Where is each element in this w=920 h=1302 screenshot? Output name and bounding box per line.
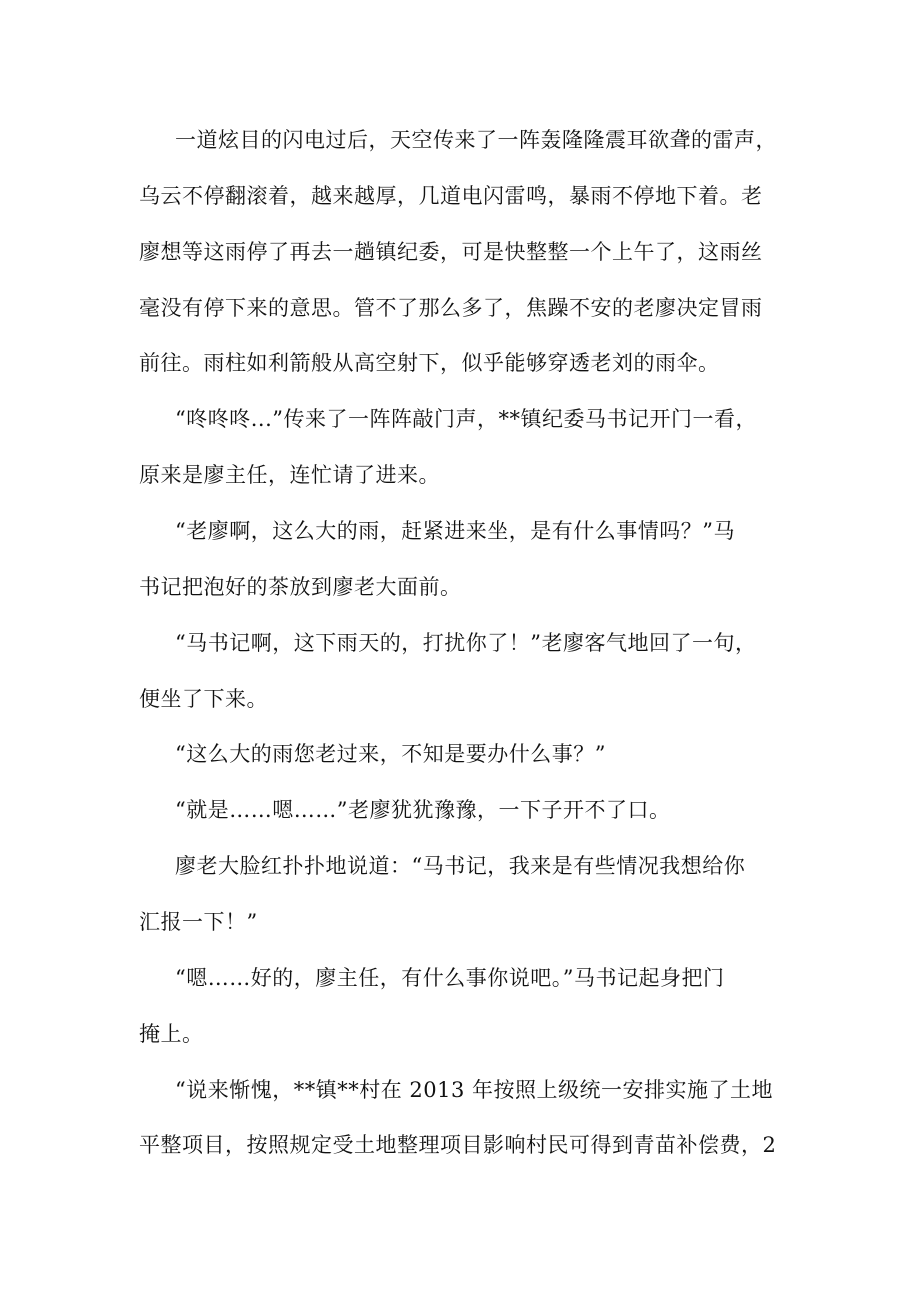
text-line: 平整项目，按照规定受土地整理项目影响村民可得到青苗补偿费，2 [139,1133,777,1157]
text-line: “这么大的雨您老过来，不知是要办什么事？” [175,742,606,766]
text-line: “老廖啊，这么大的雨，赶紧进来坐，是有什么事情吗？”马 [175,519,735,543]
text-line: 书记把泡好的茶放到廖老大面前。 [139,575,462,599]
text-line: 廖想等这雨停了再去一趟镇纪委，可是快整整一个上午了，这雨丝 [139,240,763,264]
text-line: 廖老大脸红扑扑地说道：“马书记，我来是有些情况我想给你 [175,854,746,878]
text-line: 掩上。 [139,1022,204,1046]
text-line: “嗯……好的，廖主任，有什么事你说吧。”马书记起身把门 [175,966,725,990]
text-line: 原来是廖主任，连忙请了进来。 [139,463,440,487]
text-line: “说来惭愧，**镇**村在 2013 年按照上级统一安排实施了土地 [175,1078,774,1102]
text-line: 毫没有停下来的意思。管不了那么多了，焦躁不安的老廖决定冒雨 [139,296,763,320]
text-line: 汇报一下！” [139,910,258,934]
text-line: 一道炫目的闪电过后，天空传来了一阵轰隆隆震耳欲聋的雷声， [175,128,777,152]
text-line: 便坐了下来。 [139,687,268,711]
text-line: 前往。雨柱如利箭般从高空射下，似乎能够穿透老刘的雨伞。 [139,351,720,375]
text-line: “马书记啊，这下雨天的，打扰你了！”老廖客气地回了一句， [175,631,757,655]
text-line: “就是……嗯……”老廖犹犹豫豫，一下子开不了口。 [175,798,671,822]
text-line: “咚咚咚...”传来了一阵阵敲门声，**镇纪委马书记开门一看， [175,407,757,431]
text-line: 乌云不停翻滚着，越来越厚，几道电闪雷鸣，暴雨不停地下着。老 [139,184,763,208]
